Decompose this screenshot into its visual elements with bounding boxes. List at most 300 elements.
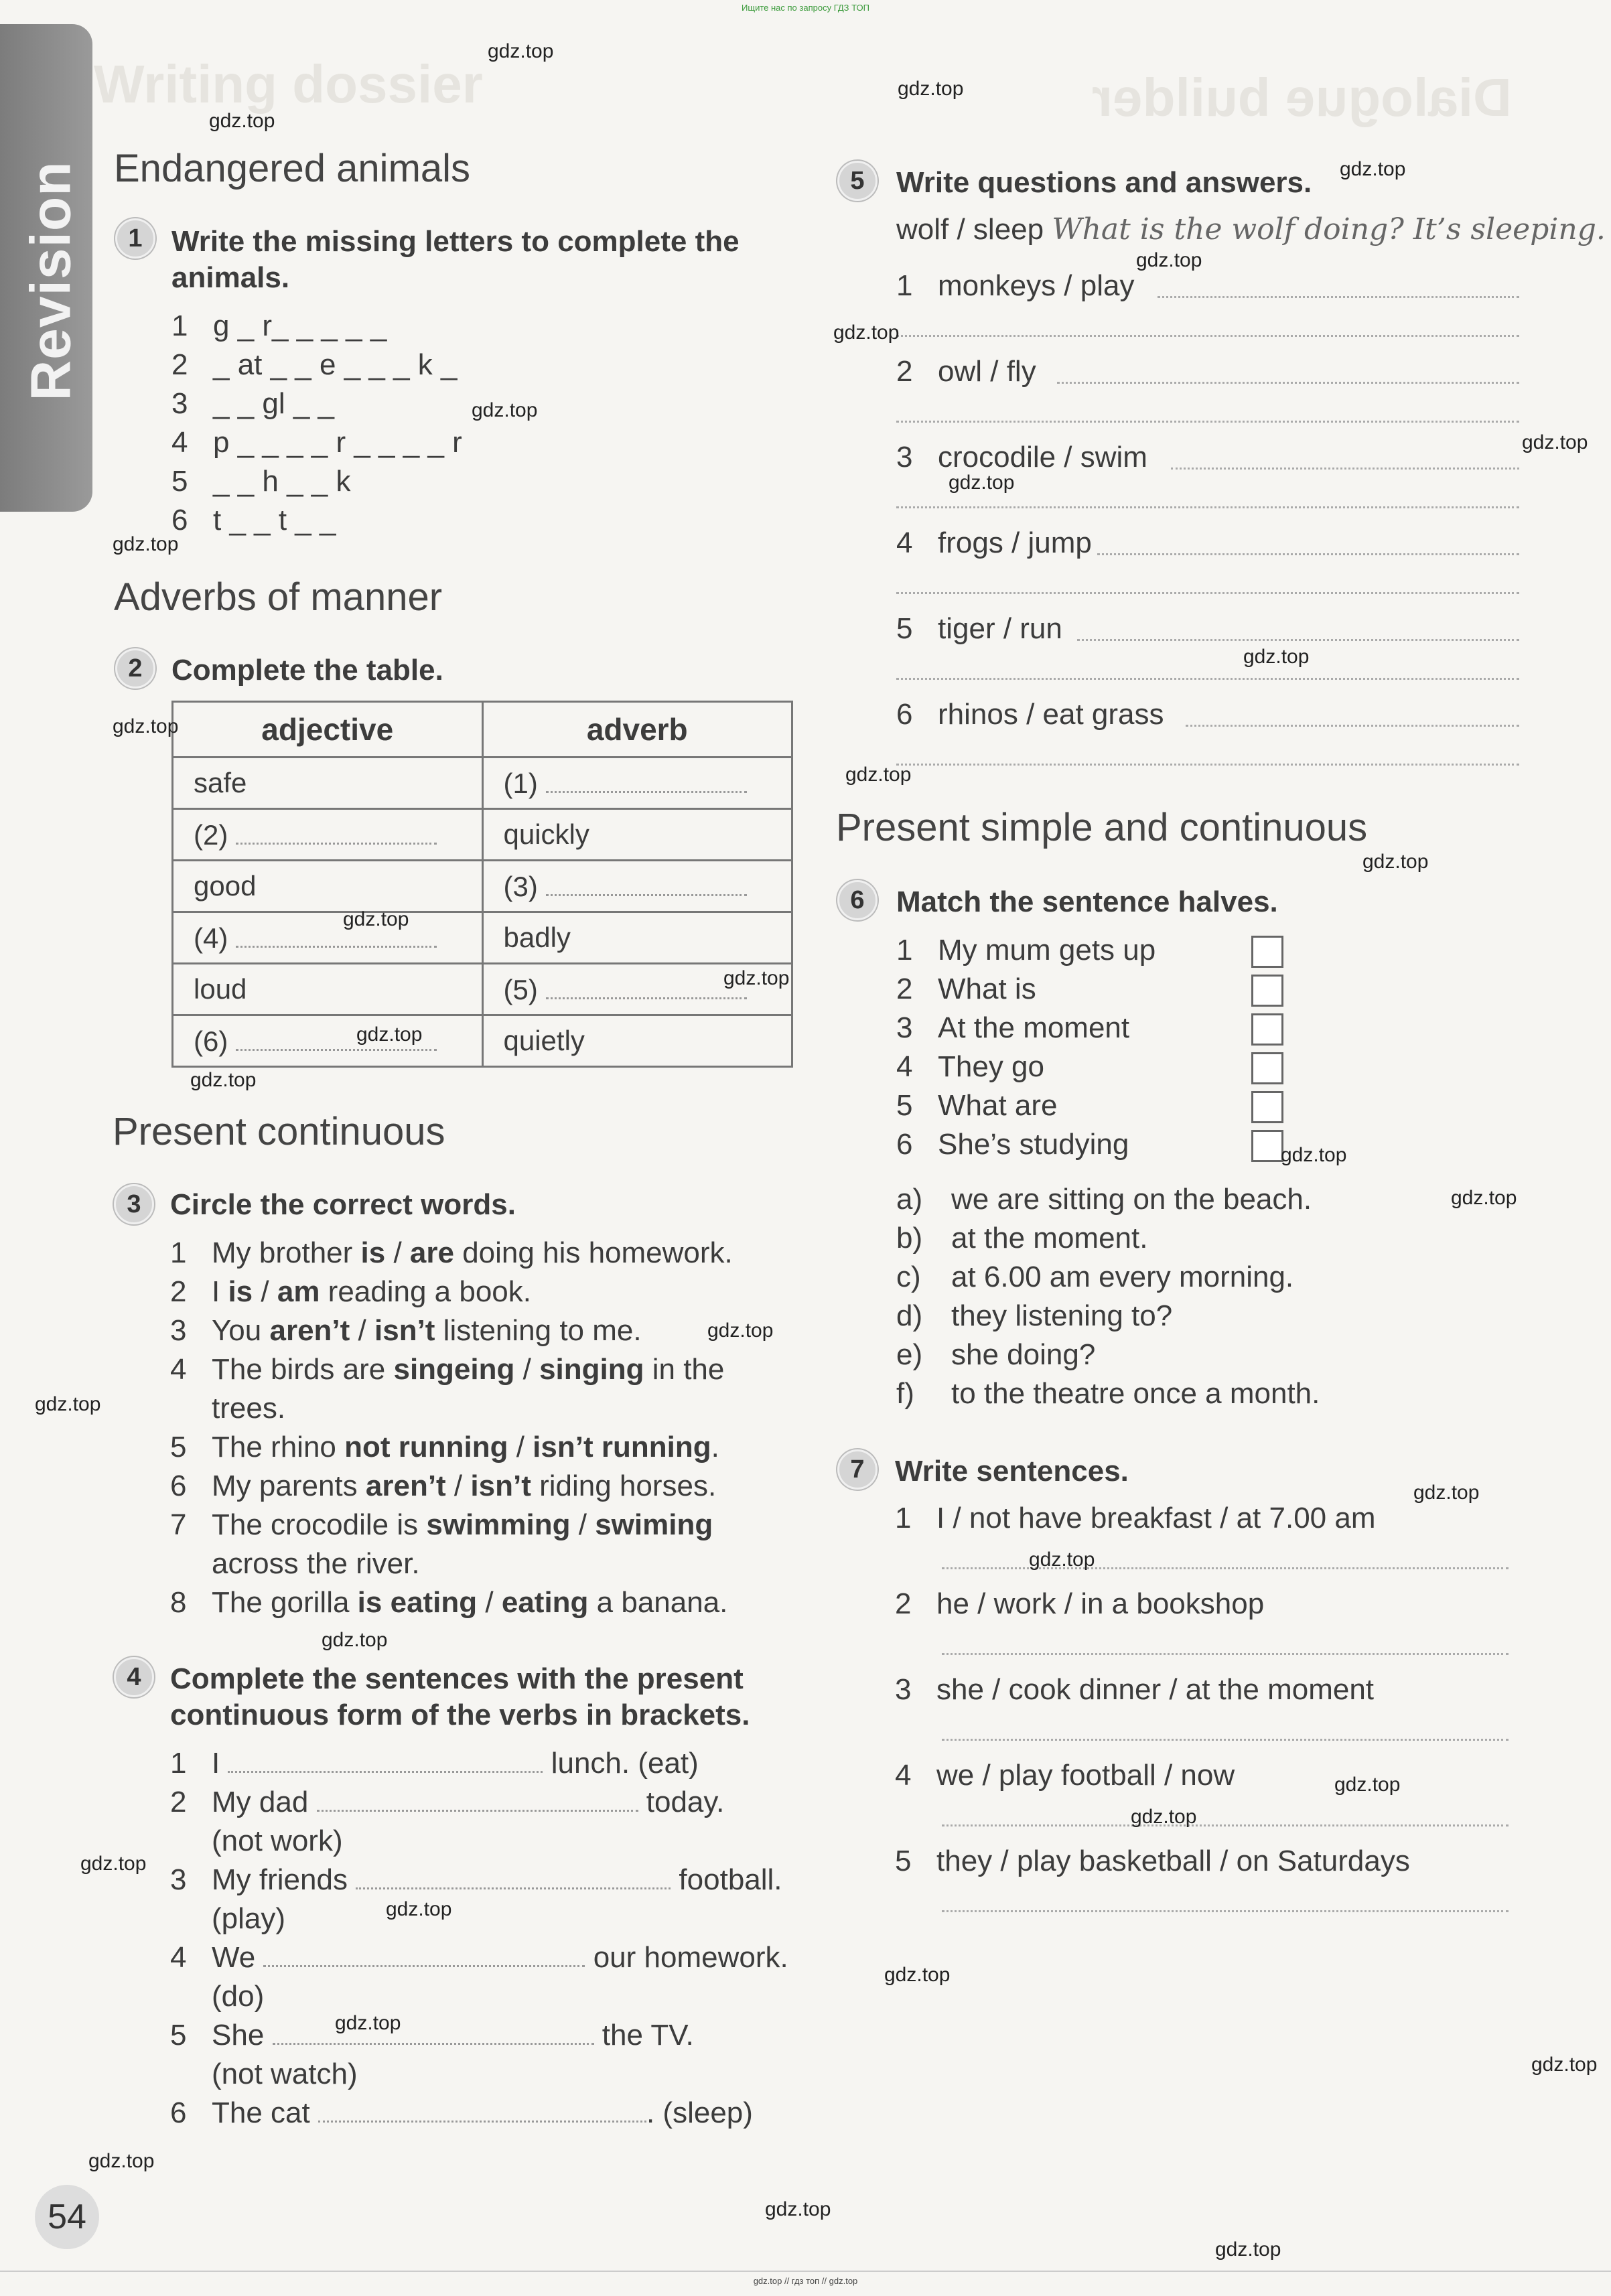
revision-tab-label: Revision	[19, 161, 82, 401]
item-text: in the	[644, 1353, 725, 1386]
list-item	[895, 1585, 1511, 1670]
option-letter: e)	[896, 1338, 923, 1371]
answer-line[interactable]	[1057, 380, 1519, 384]
list-item	[895, 1499, 1511, 1585]
item-text: lunch. (eat)	[551, 1747, 699, 1780]
item-number: 3	[170, 1863, 187, 1896]
ghost-left-title: Writing dossier	[94, 54, 483, 114]
item-number: 4	[895, 1759, 912, 1792]
cell-text: loud	[194, 973, 247, 1005]
item-text: they / play basketball / on Saturdays	[936, 1845, 1410, 1877]
list-item: 1 My brother is / are doing his homework.	[170, 1234, 793, 1273]
list-item	[896, 1009, 1283, 1048]
answer-blank[interactable]	[317, 1786, 638, 1812]
table-row	[173, 861, 792, 912]
item-text: football.	[679, 1863, 782, 1896]
list-item-continuation	[170, 2055, 813, 2094]
list-item	[171, 346, 462, 384]
item-number: 4	[170, 1941, 187, 1974]
choice-b[interactable]: isn’t	[374, 1314, 435, 1347]
item-text: The birds are	[212, 1353, 394, 1386]
item-text: reading a book.	[320, 1275, 531, 1308]
item-number: 2	[896, 973, 913, 1005]
watermark: gdz.top	[1029, 1549, 1095, 1571]
item-number: 6	[171, 504, 188, 536]
answer-line[interactable]	[1186, 723, 1519, 727]
exercise-3-title: Circle the correct words.	[170, 1188, 516, 1221]
cell-text: (2)	[194, 818, 228, 851]
list-item-continuation	[170, 1822, 813, 1861]
divider	[0, 2271, 1611, 2272]
item-number: 2	[895, 1587, 912, 1620]
watermark: gdz.top	[190, 1069, 257, 1091]
list-item	[896, 524, 1526, 609]
watermark: gdz.top	[1136, 249, 1202, 271]
table-cell	[173, 861, 483, 912]
item-text: The crocodile is	[212, 1508, 427, 1541]
choice-a[interactable]: aren’t	[365, 1469, 446, 1502]
item-text: (do)	[212, 1980, 265, 2013]
item-text: I	[212, 1747, 220, 1780]
exercise-6-header	[837, 880, 878, 920]
item-text: (not work)	[212, 1824, 343, 1857]
answer-box[interactable]	[1251, 975, 1283, 1007]
option-item	[896, 1297, 1320, 1336]
option-letter: c)	[896, 1261, 921, 1293]
exercise-6-halves	[896, 931, 1283, 1164]
item-text: a banana.	[588, 1586, 728, 1619]
list-item	[171, 423, 462, 462]
table-cell	[482, 1015, 792, 1067]
answer-line[interactable]	[942, 1652, 1509, 1655]
list-item	[896, 931, 1283, 970]
option-letter: f)	[896, 1377, 914, 1410]
exercise-title-line: Complete the sentences with the present	[170, 1662, 744, 1695]
watermark: gdz.top	[113, 533, 179, 555]
watermark: gdz.top	[209, 110, 275, 132]
watermark: gdz.top	[356, 1023, 423, 1046]
exercise-5-header	[837, 161, 878, 201]
watermark: gdz.top	[1340, 158, 1406, 180]
answer-blank[interactable]	[546, 767, 747, 793]
cell-text: (5)	[503, 973, 538, 1005]
watermark: gdz.top	[949, 472, 1015, 494]
list-item	[896, 609, 1526, 695]
item-number: 3	[171, 387, 188, 420]
list-item	[170, 1861, 813, 1899]
answer-line[interactable]	[896, 505, 1519, 508]
item-number: 3	[896, 1011, 913, 1044]
watermark: gdz.top	[1334, 1774, 1401, 1796]
table-row	[173, 809, 792, 861]
list-item: 5 The rhino not running / isn’t running.	[170, 1428, 793, 1467]
answer-line[interactable]	[942, 1737, 1509, 1741]
item-number: 6	[170, 2096, 187, 2129]
item-text: p _ _ _ _ r _ _ _ _ r	[213, 426, 462, 459]
item-text: g _ r_ _ _ _ _	[213, 309, 387, 342]
answer-blank[interactable]	[546, 973, 747, 999]
answer-line[interactable]	[896, 676, 1519, 680]
item-number: 1	[170, 1747, 187, 1780]
item-text: You	[212, 1314, 270, 1347]
item-number: 4	[896, 1050, 913, 1083]
list-item	[171, 384, 462, 423]
item-text: doing his homework.	[453, 1236, 733, 1269]
item-number: 1	[170, 1236, 187, 1269]
option-text: we are sitting on the beach.	[951, 1183, 1312, 1216]
list-item	[170, 1938, 813, 1977]
watermark: gdz.top	[765, 2198, 831, 2220]
choice-a[interactable]: is	[360, 1236, 386, 1269]
item-number: 4	[170, 1353, 187, 1386]
choice-a[interactable]: not running	[344, 1431, 508, 1463]
option-text: at 6.00 am every morning.	[951, 1261, 1294, 1293]
table-cell[interactable]	[173, 1015, 483, 1067]
option-letter: a)	[896, 1183, 923, 1216]
list-item	[896, 695, 1526, 781]
item-number: 1	[171, 309, 188, 342]
list-item	[896, 267, 1526, 352]
list-item: 6 My parents aren’t / isn’t riding horses.	[170, 1467, 793, 1506]
column-header: adverb	[482, 702, 792, 758]
item-text: I	[212, 1275, 228, 1308]
item-text: _ _ h _ _ k	[213, 465, 351, 498]
item-number: 2	[170, 1786, 187, 1818]
list-item	[896, 1048, 1283, 1086]
answer-line[interactable]	[896, 334, 1519, 337]
item-text: she / cook dinner / at the moment	[936, 1673, 1375, 1706]
item-text: My friends	[212, 1863, 348, 1896]
item-text: trees.	[212, 1392, 286, 1425]
choice-a[interactable]: is eating	[357, 1586, 478, 1619]
cell-text: quickly	[503, 818, 589, 850]
adverb-table	[171, 701, 793, 1068]
table-cell[interactable]	[482, 861, 792, 912]
item-text: She	[212, 2019, 265, 2052]
item-text: My mum gets up	[938, 934, 1156, 966]
exercise-7-items	[895, 1499, 1511, 1928]
exercise-1-title	[171, 224, 740, 296]
exercise-1-items	[171, 307, 462, 540]
list-item-continuation	[170, 1545, 793, 1583]
choice-a[interactable]: aren’t	[269, 1314, 350, 1347]
item-number: 5	[896, 612, 913, 645]
item-text: They go	[938, 1050, 1044, 1083]
item-text: today.	[646, 1786, 725, 1818]
exercise-title-line: continuous form of the verbs in brackets.	[170, 1699, 750, 1731]
cell-text: quietly	[503, 1025, 585, 1056]
answer-line[interactable]	[1158, 295, 1519, 298]
item-text: owl / fly	[938, 355, 1036, 388]
item-text: rhinos / eat grass	[938, 698, 1164, 731]
cell-text: badly	[503, 922, 571, 953]
choice-b[interactable]: isn’t running	[533, 1431, 711, 1463]
item-text: The gorilla	[212, 1586, 358, 1619]
item-text: monkeys / play	[938, 269, 1135, 302]
choice-a[interactable]: singeing	[393, 1353, 515, 1386]
answer-blank[interactable]	[236, 818, 437, 845]
cell-text: good	[194, 870, 257, 902]
answer-line[interactable]	[896, 762, 1519, 766]
list-item	[170, 2016, 813, 2055]
item-text: I / not have breakfast / at 7.00 am	[936, 1502, 1376, 1534]
watermark: gdz.top	[113, 715, 179, 737]
option-item	[896, 1336, 1320, 1374]
page-number: 54	[35, 2185, 99, 2249]
item-text: My brother	[212, 1236, 361, 1269]
exercise-7-header	[837, 1449, 878, 1490]
table-row	[173, 912, 792, 964]
exercise-6-options	[896, 1180, 1320, 1413]
item-text: My parents	[212, 1469, 366, 1502]
item-number: 6	[896, 1128, 913, 1161]
top-banner: Ищите нас по запросу ГДЗ ТОП	[742, 3, 869, 13]
item-text: We	[212, 1941, 256, 1974]
exercise-number: 2	[115, 648, 155, 689]
item-number: 8	[170, 1586, 187, 1619]
exercise-1-header	[115, 218, 155, 259]
exercise-number: 7	[837, 1449, 878, 1490]
list-item	[896, 352, 1526, 438]
answer-line[interactable]	[942, 1566, 1509, 1569]
example-answer: What is the wolf doing? It’s sleeping.	[1052, 212, 1606, 246]
watermark: gdz.top	[1281, 1144, 1347, 1166]
table-cell[interactable]	[173, 912, 483, 964]
answer-blank[interactable]	[546, 870, 747, 896]
option-item	[896, 1219, 1320, 1258]
item-text: My dad	[212, 1786, 309, 1818]
option-item	[896, 1180, 1320, 1219]
item-text: frogs / jump	[938, 526, 1092, 559]
list-item	[896, 1125, 1283, 1164]
exercise-3-header	[114, 1184, 154, 1224]
list-item	[895, 1842, 1511, 1928]
watermark: gdz.top	[1451, 1187, 1517, 1209]
choice-b[interactable]: singing	[539, 1353, 644, 1386]
watermark: gdz.top	[335, 2012, 401, 2034]
table-row	[173, 1015, 792, 1067]
item-number: 1	[896, 269, 913, 302]
example-prompt: wolf / sleep	[896, 213, 1044, 246]
answer-blank[interactable]	[273, 2019, 594, 2045]
watermark: gdz.top	[898, 78, 964, 100]
exercise-number: 1	[115, 218, 155, 259]
answer-box[interactable]	[1251, 1091, 1283, 1123]
list-item	[171, 307, 462, 346]
item-text: we / play football / now	[936, 1759, 1235, 1792]
bottom-banner: gdz.top // гдз топ // gdz.top	[753, 2276, 858, 2286]
item-text: (play)	[212, 1902, 286, 1935]
item-number: 5	[171, 465, 188, 498]
choice-b[interactable]: swiming	[595, 1508, 713, 1541]
cell-text: (4)	[194, 922, 228, 954]
item-text: (not watch)	[212, 2058, 358, 2090]
exercise-2-header	[115, 648, 155, 689]
item-number: 3	[896, 441, 913, 474]
option-text: to the theatre once a month.	[951, 1377, 1320, 1410]
item-text: The cat	[212, 2096, 310, 2129]
item-number: 1	[895, 1502, 912, 1534]
item-text: across the river.	[212, 1547, 420, 1580]
watermark: gdz.top	[1215, 2238, 1281, 2261]
cell-text: (1)	[503, 767, 538, 799]
item-text: t _ _ t _ _	[213, 504, 336, 536]
option-letter: b)	[896, 1222, 923, 1254]
list-item: 8 The gorilla is eating / eating a banana.	[170, 1583, 793, 1622]
section-title-endangered: Endangered animals	[114, 147, 471, 190]
answer-blank[interactable]	[228, 1747, 543, 1773]
answer-line[interactable]	[1171, 466, 1519, 470]
exercise-number: 3	[114, 1184, 154, 1224]
item-number: 2	[896, 355, 913, 388]
table-row	[173, 964, 792, 1015]
watermark: gdz.top	[723, 967, 790, 989]
item-text: crocodile / swim	[938, 441, 1147, 474]
item-text: the TV.	[602, 2019, 694, 2052]
answer-blank[interactable]	[356, 1863, 671, 1889]
item-text: _ at _ _ e _ _ _ k _	[213, 348, 458, 381]
choice-b[interactable]: isn’t	[470, 1469, 531, 1502]
choice-a[interactable]: is	[228, 1275, 253, 1308]
item-number: 5	[896, 1089, 913, 1122]
answer-line[interactable]	[1077, 638, 1519, 641]
exercise-5-example	[896, 210, 1606, 249]
answer-box[interactable]	[1251, 936, 1283, 968]
item-text: riding horses.	[531, 1469, 717, 1502]
table-cell	[482, 809, 792, 861]
watermark: gdz.top	[707, 1319, 774, 1342]
item-text: listening to me.	[435, 1314, 642, 1347]
list-item	[896, 1086, 1283, 1125]
list-item-continuation	[170, 1977, 813, 2016]
list-item	[170, 2094, 813, 2133]
answer-box[interactable]	[1251, 1052, 1283, 1084]
item-text: he / work / in a bookshop	[936, 1587, 1265, 1620]
watermark: gdz.top	[833, 321, 900, 344]
option-text: at the moment.	[951, 1222, 1148, 1254]
list-item	[171, 501, 462, 540]
list-item	[171, 462, 462, 501]
item-number: 2	[171, 348, 188, 381]
table-cell	[173, 758, 483, 809]
exercise-number: 4	[114, 1657, 154, 1697]
answer-blank[interactable]	[318, 2096, 646, 2123]
list-item	[896, 970, 1283, 1009]
item-text: .	[711, 1431, 719, 1463]
table-cell	[482, 912, 792, 964]
choice-b[interactable]: am	[277, 1275, 320, 1308]
item-text: The rhino	[212, 1431, 345, 1463]
answer-line[interactable]	[896, 591, 1519, 594]
exercise-number: 5	[837, 161, 878, 201]
watermark: gdz.top	[488, 40, 554, 62]
watermark: gdz.top	[1243, 646, 1310, 668]
option-letter: d)	[896, 1299, 923, 1332]
answer-blank[interactable]	[263, 1941, 585, 1967]
exercise-title-line: Write the missing letters to complete the	[171, 225, 740, 258]
watermark: gdz.top	[322, 1629, 388, 1651]
watermark: gdz.top	[1362, 851, 1429, 873]
exercise-7-title: Write sentences.	[895, 1455, 1129, 1488]
watermark: gdz.top	[80, 1853, 147, 1875]
item-number: 2	[170, 1275, 187, 1308]
exercise-4-header	[114, 1657, 154, 1697]
answer-box[interactable]	[1251, 1130, 1283, 1162]
option-text: she doing?	[951, 1338, 1096, 1371]
item-number: 5	[170, 2019, 187, 2052]
list-item	[895, 1756, 1511, 1842]
item-text: . (sleep)	[646, 2096, 753, 2129]
table-row	[173, 758, 792, 809]
item-number: 1	[896, 934, 913, 966]
table-cell	[173, 964, 483, 1015]
list-item	[895, 1670, 1511, 1756]
answer-line[interactable]	[1097, 552, 1519, 555]
watermark: gdz.top	[1131, 1806, 1197, 1828]
list-item: 2 I is / am reading a book.	[170, 1273, 793, 1311]
item-number: 4	[896, 526, 913, 559]
item-text: At the moment	[938, 1011, 1130, 1044]
item-text: tiger / run	[938, 612, 1062, 645]
option-text: they listening to?	[951, 1299, 1173, 1332]
watermark: gdz.top	[1522, 431, 1588, 453]
answer-line[interactable]	[942, 1909, 1509, 1912]
list-item-continuation	[170, 1899, 813, 1938]
item-text: our homework.	[593, 1941, 788, 1974]
watermark: gdz.top	[884, 1964, 951, 1986]
section-title-present-simple-continuous: Present simple and continuous	[836, 806, 1368, 849]
exercise-6-title: Match the sentence halves.	[896, 885, 1278, 918]
answer-box[interactable]	[1251, 1013, 1283, 1046]
choice-b[interactable]: eating	[501, 1586, 589, 1619]
choice-b[interactable]: are	[409, 1236, 454, 1269]
exercise-3-items	[170, 1234, 793, 1622]
table-cell[interactable]	[173, 809, 483, 861]
exercise-number: 6	[837, 880, 878, 920]
list-item-continuation	[170, 1389, 793, 1428]
ghost-right-title: Dialogue builder	[1092, 68, 1512, 127]
watermark: gdz.top	[88, 2150, 155, 2172]
cell-text: (3)	[503, 870, 538, 902]
section-title-adverbs: Adverbs of manner	[114, 575, 443, 619]
section-title-present-continuous: Present continuous	[113, 1110, 445, 1153]
exercise-4-items	[170, 1744, 813, 2133]
item-number: 6	[896, 698, 913, 731]
exercise-title-line: animals.	[171, 261, 290, 294]
item-number: 3	[895, 1673, 912, 1706]
watermark: gdz.top	[472, 399, 538, 421]
cell-text: (6)	[194, 1025, 228, 1057]
answer-line[interactable]	[896, 419, 1519, 423]
watermark: gdz.top	[35, 1393, 101, 1415]
item-number: 7	[170, 1508, 187, 1541]
option-item	[896, 1374, 1320, 1413]
list-item: 7 The crocodile is swimming / swiming	[170, 1506, 793, 1545]
answer-line[interactable]	[942, 1823, 1509, 1826]
table-cell[interactable]	[482, 758, 792, 809]
exercise-5-title: Write questions and answers.	[896, 166, 1312, 199]
item-text: _ _ gl _ _	[213, 387, 335, 420]
item-number: 5	[170, 1431, 187, 1463]
item-number: 4	[171, 426, 188, 459]
watermark: gdz.top	[1531, 2054, 1598, 2076]
list-item: 3 You aren’t / isn’t listening to me.	[170, 1311, 793, 1350]
watermark: gdz.top	[845, 764, 912, 786]
cell-text: safe	[194, 767, 247, 798]
list-item	[170, 1744, 813, 1783]
choice-a[interactable]: swimming	[426, 1508, 571, 1541]
exercise-5-items	[896, 267, 1526, 781]
